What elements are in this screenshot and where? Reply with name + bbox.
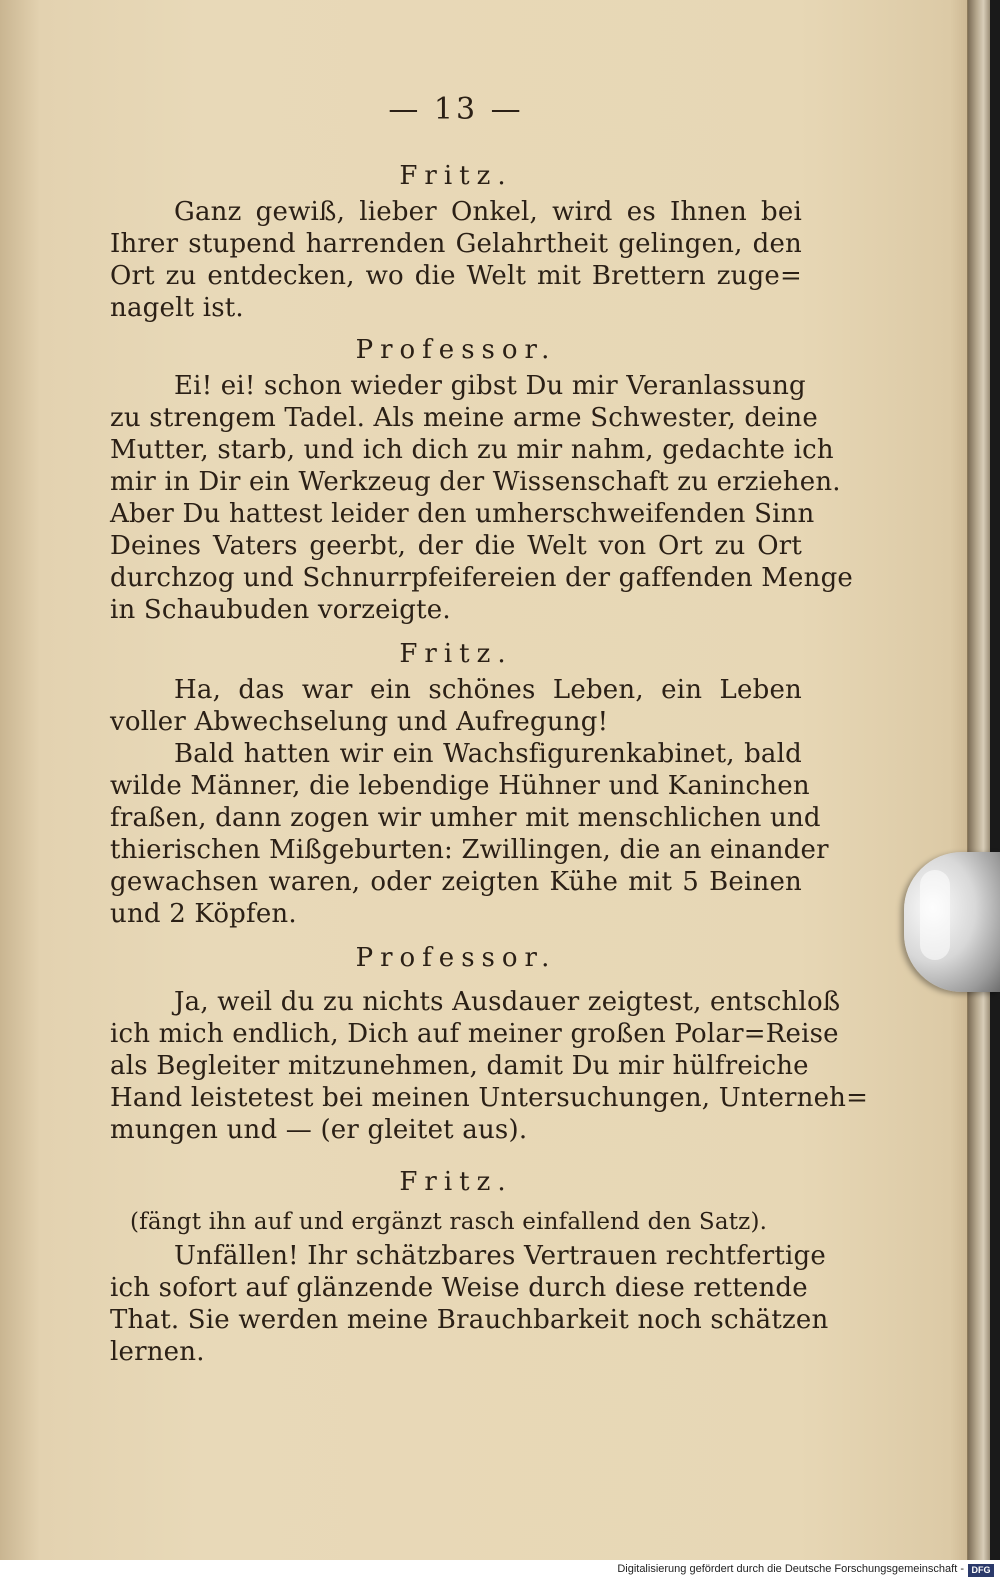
text-line: mir in Dir ein Werkzeug der Wissenschaft zu erziehen. (110, 467, 841, 497)
text-line: Bald hatten wir ein Wachsfigurenkabinet, bald (174, 739, 802, 769)
text-line: Hand leistetest bei meinen Untersuchungen, Unterneh= (110, 1083, 869, 1113)
text-line: wilde Männer, die lebendige Hühner und Kaninchen (110, 771, 810, 801)
text-line: Ort zu entdecken, wo die Welt mit Brettern zuge= (110, 261, 802, 291)
text-line: als Begleiter mitzunehmen, damit Du mir hülfreiche (110, 1051, 809, 1081)
text-line: Ha, das war ein schönes Leben, ein Leben (174, 675, 802, 705)
text-line: Mutter, starb, und ich dich zu mir nahm, gedachte ich (110, 435, 834, 465)
text-line: That. Sie werden meine Brauchbarkeit noch schätzen (110, 1305, 829, 1335)
text-line: lernen. (110, 1337, 205, 1367)
text-line: ich mich endlich, Dich auf meiner großen Polar=Reise (110, 1019, 839, 1049)
page-number: — 13 — (388, 92, 524, 127)
text-line: Aber Du hattest leider den umherschweifenden Sinn (110, 499, 815, 529)
text-line: ich sofort auf glänzende Weise durch diese rettende (110, 1273, 808, 1303)
dfg-logo: DFG (968, 1564, 994, 1577)
text-line: voller Abwechselung und Aufregung! (110, 707, 609, 737)
page-clip (904, 852, 1000, 992)
footer-text: Digitalisierung gefördert durch die Deutsche Forschungsgemeinschaft - (617, 1563, 964, 1575)
text-line: fraßen, dann zogen wir umher mit menschlichen und (110, 803, 821, 833)
text-line: Deines Vaters geerbt, der die Welt von Ort zu Ort (110, 531, 802, 561)
speaker-heading: Fritz. (399, 161, 513, 191)
text-line: Unfällen! Ihr schätzbares Vertrauen rechtfertige (174, 1241, 826, 1271)
book-page-edge (968, 0, 990, 1560)
speaker-heading: Fritz. (399, 639, 513, 669)
speaker-heading: Professor. (355, 943, 557, 973)
text-line: gewachsen waren, oder zeigten Kühe mit 5 Beinen (110, 867, 802, 897)
speaker-heading: Professor. (355, 335, 557, 365)
speaker-heading: Fritz. (399, 1167, 513, 1197)
text-line: in Schaubuden vorzeigte. (110, 595, 451, 625)
text-line: Ja, weil du zu nichts Ausdauer zeigtest, entschloß (174, 987, 841, 1017)
text-line: Ganz gewiß, lieber Onkel, wird es Ihnen bei (174, 197, 802, 227)
digitization-footer (0, 1560, 1000, 1581)
text-line: und 2 Köpfen. (110, 899, 297, 929)
stage-direction: (fängt ihn auf und ergänzt rasch einfallend den Satz). (130, 1209, 768, 1235)
text-line: thierischen Mißgeburten: Zwillingen, die an einander (110, 835, 829, 865)
text-line: zu strengem Tadel. Als meine arme Schwester, deine (110, 403, 818, 433)
text-line: nagelt ist. (110, 293, 244, 323)
text-line: Ihrer stupend harrenden Gelahrtheit gelingen, den (110, 229, 802, 259)
page-clip-highlight (920, 870, 950, 960)
text-line: durchzog und Schnurrpfeifereien der gaffenden Menge (110, 563, 854, 593)
text-line: mungen und — (er gleitet aus). (110, 1115, 528, 1145)
text-line: Ei! ei! schon wieder gibst Du mir Veranlassung (174, 371, 806, 401)
